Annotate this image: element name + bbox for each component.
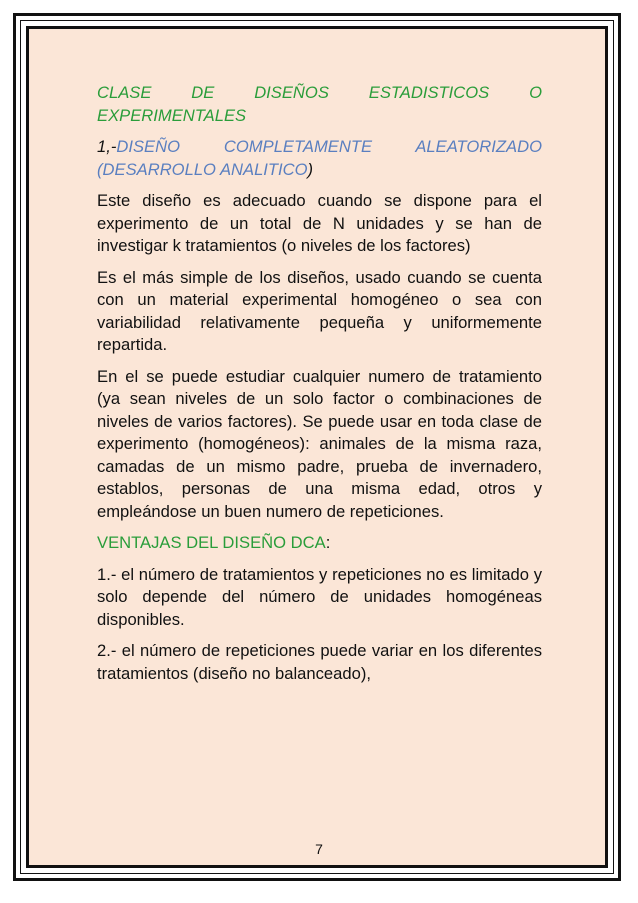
main-heading: CLASE DE DISEÑOS ESTADISTICOS O EXPERIMENTALES (97, 83, 542, 125)
page-number: 7 (315, 841, 323, 857)
advantages-heading-text: VENTAJAS DEL DISEÑO DCA (97, 533, 326, 552)
paragraph-2: Es el más simple de los diseños, usado cuando se cuenta con un material experimental homogéneo o sea con variabilidad relativamente pequeña y uniformemente repartida. (97, 267, 542, 354)
advantage-item-1: 1.- el número de tratamientos y repeticiones no es limitado y solo depende del número de unidades homogéneas disponibles. (97, 564, 542, 629)
advantages-heading (97, 532, 542, 555)
section-title-close: ) (307, 159, 314, 179)
section-number: 1,- (97, 137, 117, 156)
advantage-item-2: 2.- el número de repeticiones puede variar en los diferentes tratamientos (diseño no balanceado), (97, 641, 542, 683)
paragraph-1: Este diseño es adecuado cuando se dispone para el experimento de un total de N unidades y se han de investigar k tratamientos (o niveles de los factores) (97, 191, 542, 255)
document-body (97, 82, 542, 694)
paragraph-3: En el se puede estudiar cualquier numero de tratamiento (ya sean niveles de un solo factor o combinaciones de niveles de varios factores). Se puede usar en toda clase de experimento (homogéneos): animales de la misma raza, camadas de un mismo padre, prueba de invernadero, establos, personas de una misma edad, otros y empleándose un buen numero de repeticiones. (97, 366, 542, 521)
advantages-heading-colon: : (325, 533, 331, 552)
section-title: DISEÑO COMPLETAMENTE ALEATORIZADO (DESARROLLO ANALITICO (97, 137, 542, 179)
section-heading (97, 136, 542, 181)
